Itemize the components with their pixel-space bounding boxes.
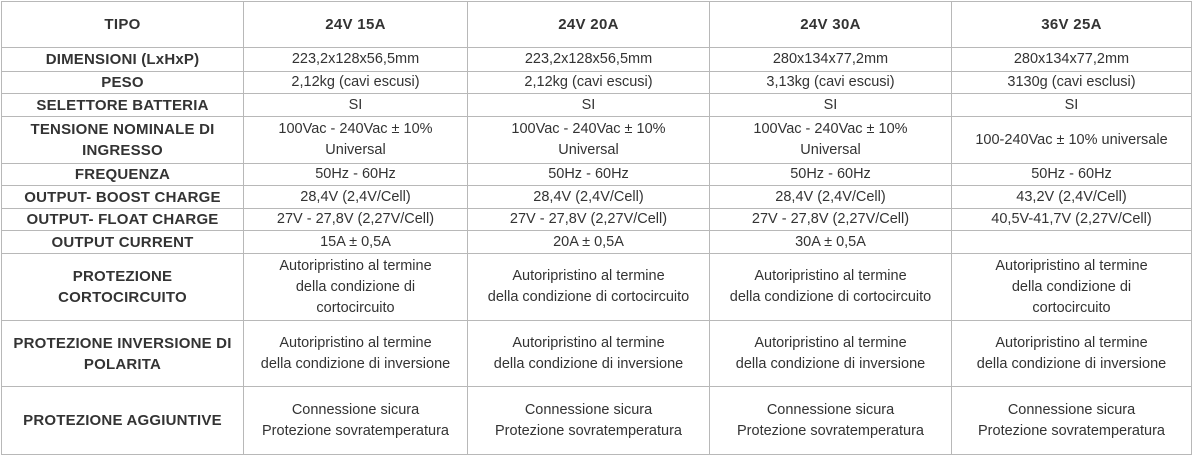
- spec-cell: [710, 254, 952, 321]
- spec-cell-line: 50Hz - 60Hz: [315, 166, 396, 182]
- header-24v-30a: 24V 30A: [710, 2, 952, 48]
- spec-cell: [468, 254, 710, 321]
- row-label: [2, 321, 244, 387]
- spec-cell: [468, 186, 710, 209]
- spec-cell-line: 100Vac - 240Vac ± 10%: [511, 121, 666, 137]
- spec-cell-line: 40,5V-41,7V (2,27V/Cell): [991, 211, 1152, 227]
- spec-cell-line: della condizione di inversione: [260, 355, 451, 372]
- spec-cell: [710, 164, 952, 186]
- spec-cell-line: Autoripristino al termine: [512, 334, 665, 351]
- spec-cell-line: 2,12kg (cavi escusi): [291, 74, 420, 90]
- spec-cell: [244, 94, 468, 117]
- spec-cell-line: della condizione di inversione: [493, 355, 684, 372]
- spec-cell-line: 28,4V (2,4V/Cell): [775, 188, 886, 205]
- spec-cell: [468, 72, 710, 94]
- spec-cell: [468, 321, 710, 387]
- spec-cell: [468, 164, 710, 186]
- header-36v-25a: 36V 25A: [952, 2, 1192, 48]
- spec-cell-line: 30A ± 0,5A: [795, 233, 866, 250]
- row-label-line: DIMENSIONI (LxHxP): [45, 51, 200, 68]
- spec-cell-line: Protezione sovratemperatura: [737, 422, 924, 439]
- spec-cell-line: 223,2x128x56,5mm: [524, 51, 653, 67]
- row-label-line: PESO: [101, 74, 144, 91]
- spec-row: [2, 231, 1192, 254]
- spec-cell-line: SI: [1064, 96, 1079, 113]
- spec-cell-line: 43,2V (2,4V/Cell): [1016, 188, 1127, 205]
- row-label-line: CORTOCIRCUITO: [58, 289, 187, 306]
- spec-cell: [952, 254, 1192, 321]
- spec-cell: [952, 48, 1192, 72]
- spec-cell-line: 3130g (cavi esclusi): [1007, 74, 1136, 90]
- spec-body: [2, 48, 1192, 455]
- spec-cell-line: 280x134x77,2mm: [1013, 51, 1130, 67]
- spec-cell-line: della condizione di inversione: [735, 355, 926, 372]
- spec-cell: [952, 209, 1192, 231]
- spec-cell-line: 50Hz - 60Hz: [548, 166, 629, 182]
- spec-cell-line: 27V - 27,8V (2,27V/Cell): [751, 211, 910, 227]
- row-label-line: OUTPUT CURRENT: [51, 233, 194, 251]
- spec-cell-line: 100-240Vac ± 10% universale: [975, 131, 1168, 148]
- row-label-line: POLARITA: [83, 355, 162, 373]
- spec-cell-line: 50Hz - 60Hz: [790, 166, 871, 182]
- spec-cell: [468, 231, 710, 254]
- spec-row: [2, 94, 1192, 117]
- spec-cell-line: Connessione sicura: [291, 401, 420, 418]
- spec-row: [2, 254, 1192, 321]
- spec-cell-line: 15A ± 0,5A: [320, 233, 391, 250]
- spec-cell-line: Protezione sovratemperatura: [978, 422, 1165, 439]
- spec-cell-line: 28,4V (2,4V/Cell): [533, 188, 644, 205]
- spec-cell: [952, 117, 1192, 164]
- spec-cell: [952, 231, 1192, 254]
- row-label-line: PROTEZIONE: [72, 268, 173, 285]
- spec-cell: [710, 117, 952, 164]
- spec-table: [1, 1, 1192, 455]
- spec-cell-line: Autoripristino al termine: [279, 334, 432, 351]
- row-label: [2, 186, 244, 209]
- spec-cell-line: 28,4V (2,4V/Cell): [300, 188, 411, 205]
- spec-cell: [952, 94, 1192, 117]
- header-24v-20a: 24V 20A: [468, 2, 710, 48]
- spec-cell: [710, 321, 952, 387]
- row-label-line: FREQUENZA: [74, 166, 171, 183]
- spec-cell: [468, 117, 710, 164]
- row-label: [2, 164, 244, 186]
- spec-cell-line: della condizione di: [295, 278, 416, 295]
- spec-cell: [710, 186, 952, 209]
- spec-cell-line: 280x134x77,2mm: [772, 51, 889, 67]
- spec-cell-line: 100Vac - 240Vac ± 10%: [753, 121, 908, 137]
- spec-cell-line: Protezione sovratemperatura: [262, 422, 449, 439]
- spec-cell-line: Autoripristino al termine: [754, 268, 907, 284]
- spec-cell: [244, 231, 468, 254]
- spec-cell: [244, 117, 468, 164]
- spec-cell-line: 223,2x128x56,5mm: [291, 51, 420, 67]
- spec-cell-line: della condizione di inversione: [976, 355, 1167, 372]
- spec-cell: [468, 209, 710, 231]
- spec-row: [2, 117, 1192, 164]
- row-label: [2, 387, 244, 455]
- spec-cell: [468, 48, 710, 72]
- spec-row: [2, 186, 1192, 209]
- spec-cell-line: Connessione sicura: [766, 401, 895, 418]
- spec-cell: [710, 209, 952, 231]
- spec-cell-line: 2,12kg (cavi escusi): [524, 74, 653, 90]
- spec-cell-line: Autoripristino al termine: [995, 334, 1148, 351]
- spec-cell: [710, 387, 952, 455]
- spec-cell: [952, 186, 1192, 209]
- spec-cell: [710, 231, 952, 254]
- spec-cell-line: della condizione di: [1011, 278, 1132, 295]
- spec-cell: [244, 387, 468, 455]
- spec-cell-line: Autoripristino al termine: [754, 334, 907, 351]
- spec-cell-line: 50Hz - 60Hz: [1031, 166, 1112, 182]
- row-label: [2, 117, 244, 164]
- spec-cell-line: SI: [348, 96, 363, 113]
- row-label: [2, 254, 244, 321]
- spec-cell-line: Protezione sovratemperatura: [495, 422, 682, 439]
- spec-row: [2, 72, 1192, 94]
- spec-cell-line: Connessione sicura: [524, 401, 653, 418]
- row-label-line: INGRESSO: [82, 142, 163, 159]
- spec-cell-line: Universal: [800, 142, 861, 158]
- header-24v-15a: 24V 15A: [244, 2, 468, 48]
- spec-cell-line: 100Vac - 240Vac ± 10%: [278, 121, 433, 137]
- row-label-line: PROTEZIONE AGGIUNTIVE: [23, 412, 222, 429]
- row-label-line: SELETTORE BATTERIA: [36, 96, 209, 114]
- spec-cell: [710, 72, 952, 94]
- row-label: [2, 94, 244, 117]
- row-label: [2, 48, 244, 72]
- header-tipo: TIPO: [2, 2, 244, 48]
- spec-cell: [468, 94, 710, 117]
- spec-cell-line: SI: [823, 96, 838, 113]
- spec-cell-line: della condizione di cortocircuito: [487, 289, 690, 305]
- spec-row: [2, 387, 1192, 455]
- spec-cell: [244, 48, 468, 72]
- spec-cell: [952, 387, 1192, 455]
- spec-cell: [244, 72, 468, 94]
- spec-cell-line: Connessione sicura: [1007, 401, 1136, 418]
- spec-cell-line: Autoripristino al termine: [995, 257, 1148, 274]
- spec-cell-line: della condizione di cortocircuito: [729, 289, 932, 305]
- spec-cell-line: SI: [581, 96, 596, 113]
- spec-cell-line: 27V - 27,8V (2,27V/Cell): [509, 211, 668, 227]
- spec-cell: [952, 164, 1192, 186]
- row-label-line: TENSIONE NOMINALE DI: [30, 121, 215, 138]
- spec-cell-line: Autoripristino al termine: [279, 257, 432, 274]
- spec-cell: [244, 164, 468, 186]
- row-label-line: OUTPUT- BOOST CHARGE: [24, 188, 221, 206]
- spec-cell-line: Universal: [325, 142, 386, 158]
- spec-cell: [952, 72, 1192, 94]
- spec-cell-line: 20A ± 0,5A: [553, 233, 624, 250]
- spec-row: [2, 321, 1192, 387]
- spec-cell-line: cortocircuito: [1032, 299, 1111, 316]
- row-label: [2, 72, 244, 94]
- spec-cell: [952, 321, 1192, 387]
- row-label-line: OUTPUT- FLOAT CHARGE: [26, 211, 219, 228]
- row-label: [2, 231, 244, 254]
- spec-cell: [710, 48, 952, 72]
- spec-cell-line: Universal: [558, 142, 619, 158]
- spec-row: [2, 164, 1192, 186]
- spec-row: [2, 209, 1192, 231]
- header-row: [2, 2, 1192, 48]
- spec-cell: [244, 254, 468, 321]
- spec-cell-line: Autoripristino al termine: [512, 268, 665, 284]
- spec-cell: [244, 186, 468, 209]
- spec-cell-line: 27V - 27,8V (2,27V/Cell): [276, 211, 435, 227]
- spec-row: [2, 48, 1192, 72]
- spec-cell: [244, 321, 468, 387]
- row-label-line: PROTEZIONE INVERSIONE DI: [13, 334, 232, 352]
- spec-cell: [710, 94, 952, 117]
- spec-cell-line: cortocircuito: [316, 299, 395, 316]
- spec-cell: [468, 387, 710, 455]
- spec-cell: [244, 209, 468, 231]
- row-label: [2, 209, 244, 231]
- spec-cell-line: 3,13kg (cavi escusi): [766, 74, 895, 90]
